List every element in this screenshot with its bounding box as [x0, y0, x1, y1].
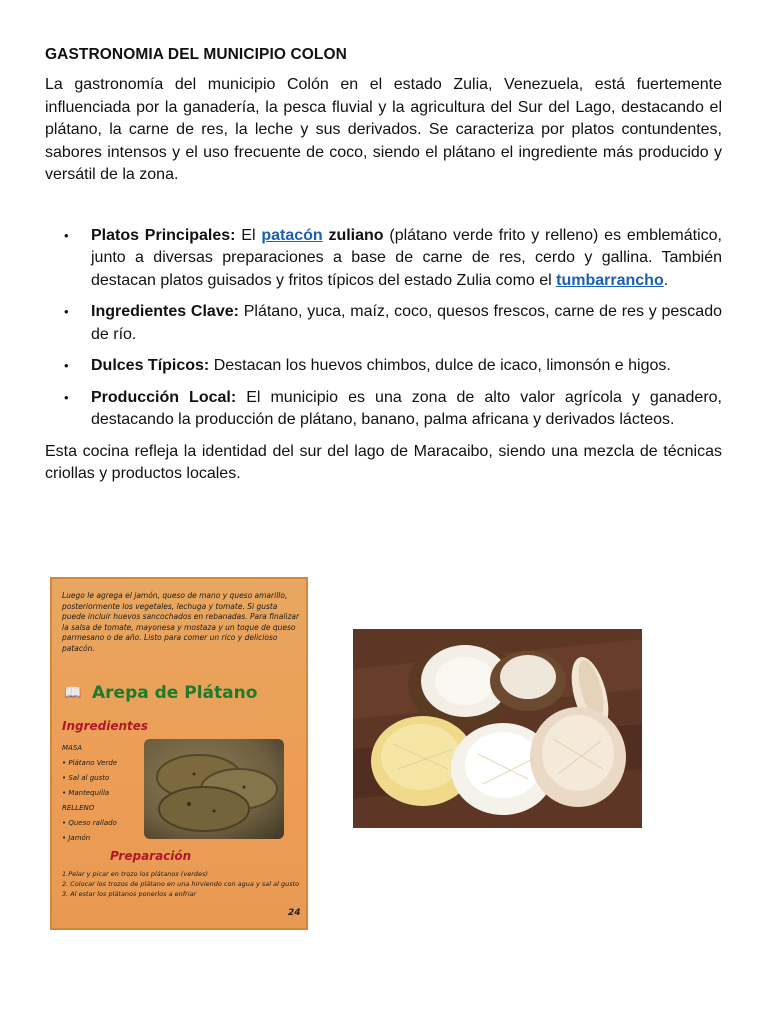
bullet-list	[45, 225, 722, 432]
list-item-platos	[45, 225, 722, 293]
preparation-heading: Preparación	[110, 849, 192, 863]
bullet-text: Plátano, yuca, maíz, coco, quesos frescos, carne de res y pescado de río.	[91, 303, 722, 343]
link-tumbarrancho[interactable]: tumbarrancho	[556, 271, 664, 289]
step-item: 3. Al estar los plátanos ponerlos a enfriar	[62, 890, 197, 898]
bullet-text: El	[235, 226, 262, 244]
bullet-dot-icon: •	[64, 389, 69, 405]
bullet-dot-icon: •	[64, 304, 69, 319]
bullet-text: .	[663, 271, 669, 289]
step-item: 2. Colocar los trozos de plátano en una hirviendo con agua y sal al gusto	[62, 880, 300, 888]
arepa-photo	[144, 739, 284, 839]
bullet-dot-icon: •	[64, 358, 69, 373]
intro-paragraph: La gastronomía del municipio Colón en el estado Zulia, Venezuela, está fuertemente influenciada por la ganadería, la pesca fluvial y la agricultura del Sur del Lago, destacando el plátano, la carne de res, la leche y sus derivados. Se caracteriza por platos contundentes, sabores intensos y el uso frecuente de coco, siendo el plátano el ingrediente más producido y versátil de la zona.	[45, 76, 722, 183]
list-item-ingredientes	[45, 301, 722, 346]
arepa-illustration	[144, 739, 284, 839]
coconut-sweets-photo	[353, 629, 642, 828]
step-item: 1.Pelar y picar en trozo los plátanos (verdes)	[62, 870, 208, 878]
coconut-sweets-illustration	[353, 629, 642, 828]
link-patacon[interactable]: patacón	[261, 226, 323, 244]
bullet-text: Destacan los huevos chimbos, dulce de icaco, limonsón e higos.	[209, 357, 671, 374]
ingredients-list	[62, 741, 154, 846]
page-number: 24	[288, 908, 301, 918]
bullet-label: Platos Principales:	[91, 226, 236, 244]
ingredient-item: • Mantequilla	[62, 789, 110, 797]
bullet-dot-icon: •	[64, 227, 69, 243]
preparation-steps	[62, 869, 302, 899]
bullet-label: Dulces Típicos:	[91, 357, 210, 374]
list-item-produccion	[45, 387, 722, 432]
ingredient-item: • Plátano Verde	[62, 759, 118, 767]
ingredient-item: • Jamón	[62, 834, 91, 842]
list-item-dulces	[45, 355, 722, 378]
bullet-text: El municipio es una zona de alto valor agrícola y ganadero, destacando la producción de plátano, banano, palma africana y derivados lácteos.	[91, 388, 722, 428]
bullet-bold-text: zuliano	[322, 226, 384, 244]
closing-paragraph: Esta cocina refleja la identidad del sur del lago de Maracaibo, siendo una mezcla de técnicas criollas y productos locales.	[45, 442, 722, 482]
ingredient-item: RELLENO	[62, 804, 95, 812]
page-title: GASTRONOMIA DEL MUNICIPIO COLON	[45, 46, 347, 63]
bullet-label: Producción Local:	[91, 388, 237, 406]
bullet-text: (plátano verde frito y relleno) es emblemático, junto a diversas preparaciones a base de carne de res, cerdo y gallina. También destacan platos guisados y fritos típicos del estado Zulia como el	[91, 226, 723, 289]
bullet-label: Ingredientes Clave:	[91, 303, 239, 320]
ingredient-item: • Sal al gusto	[62, 774, 110, 782]
recipe-card-image	[50, 577, 308, 930]
recipe-intro-text: Luego le agrega el jamón, queso de mano y queso amarillo, posteriormente los vegetales, lechuga y tomate. Si gusta puede incluir huevos sancochados en rebanadas. Para finalizar la salsa de tomate, mayonesa y mostaza y un toque de queso parmesano o de año. Listo para comer un rico y delicioso patacón.	[62, 591, 300, 653]
ingredients-heading: Ingredientes	[62, 719, 149, 733]
ingredient-item: • Queso rallado	[62, 819, 117, 827]
recipe-title: Arepa de Plátano	[92, 683, 258, 703]
book-icon: 📖	[64, 685, 82, 701]
document-body	[45, 46, 722, 486]
ingredient-item: MASA	[62, 744, 83, 752]
